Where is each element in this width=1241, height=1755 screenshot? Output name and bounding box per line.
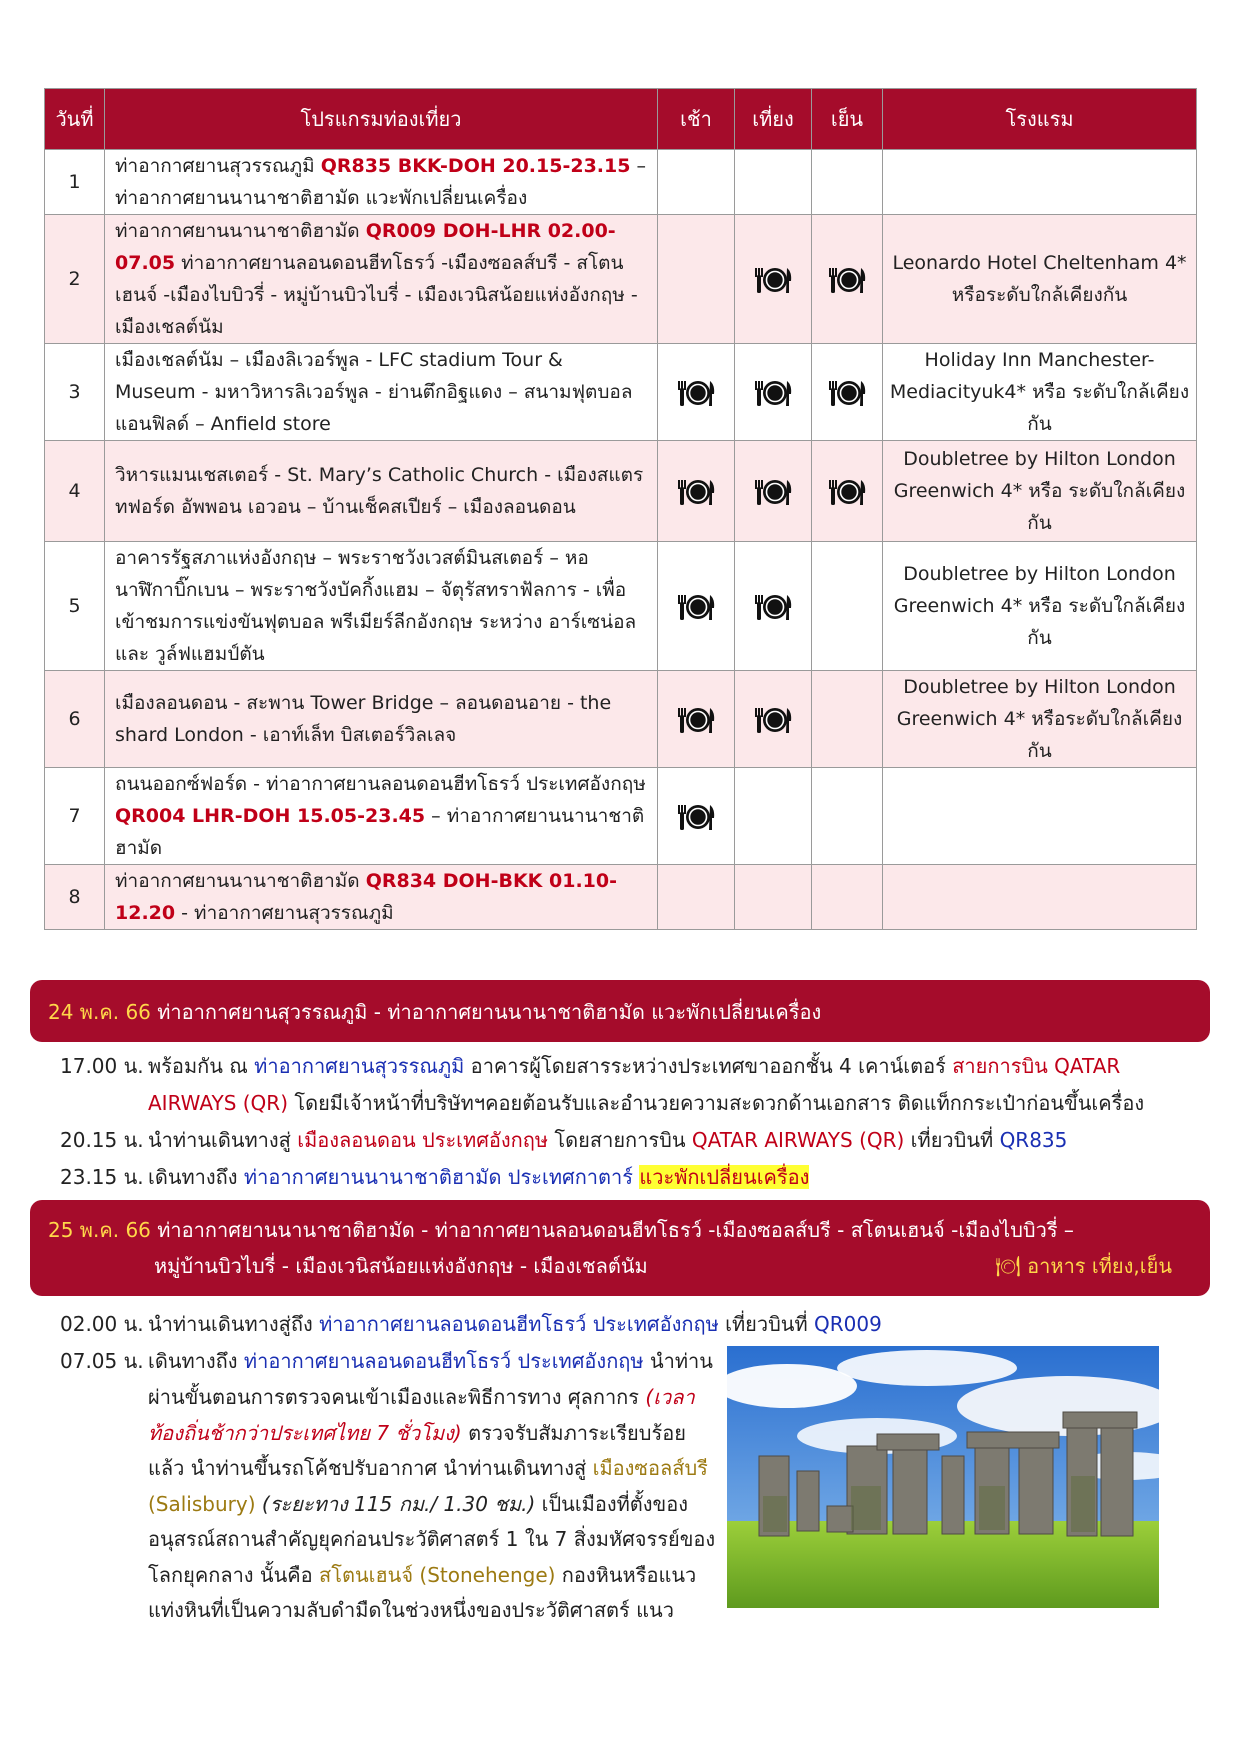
text: อาคารผู้โดยสารระหว่างประเทศขาออกชั้น 4 เคาน์เตอร์ [464, 1054, 953, 1078]
day2-meals: 🍽 อาหาร เที่ยง,เย็น [995, 1254, 1172, 1278]
plate-fork-knife-icon [752, 592, 794, 622]
table-row [45, 215, 1197, 344]
stonehenge-photo [727, 1346, 1159, 1608]
table-row [45, 150, 1197, 215]
day1-line-4 [60, 1159, 809, 1196]
program-cell [105, 671, 658, 768]
dinner-cell [812, 441, 883, 542]
day2-date: 25 พ.ค. 66 [48, 1218, 151, 1242]
lunch-cell [735, 542, 812, 671]
program-text: เมืองลอนดอน - สะพาน Tower Bridge – ลอนดอนอาย - the shard London - เอาท์เล็ท บิสเตอร์วิลเลจ [115, 692, 612, 746]
table-row [45, 344, 1197, 441]
program-text: ท่าอากาศยานสุวรรณภูมิ [115, 155, 321, 177]
text: พร้อมกัน ณ [148, 1054, 255, 1078]
table-row [45, 768, 1197, 865]
text: เป็นเมืองที่ตั้งของอนุสรณ์สถานสำคัญยุคก่อนประวัติศาสตร์ 1 ใน 7 สิ่งมหัศจรรย์ของโลกยุคกลาง นั้นคือ [148, 1491, 716, 1587]
day2-route-line1: ท่าอากาศยานนานาชาติฮามัด - ท่าอากาศยานลอนดอนฮีทโธรว์ -เมืองซอลส์บรี - สโตนเฮนจ์ -เมืองไบบิวรี่ – [150, 1218, 1074, 1242]
hotel-cell: Holiday Inn Manchester-Mediacityuk4* หรือ ระดับใกล้เคียงกัน [883, 344, 1197, 441]
day-number: 5 [45, 542, 105, 671]
itinerary-table [44, 88, 1197, 930]
breakfast-cell [658, 344, 735, 441]
place: ท่าอากาศยานสุวรรณภูมิ [254, 1054, 465, 1078]
header-lunch: เที่ยง [735, 89, 812, 150]
plate-fork-knife-icon [675, 592, 717, 622]
day-number: 1 [45, 150, 105, 215]
lunch-cell [735, 441, 812, 542]
day-number: 3 [45, 344, 105, 441]
plate-fork-knife-icon [826, 477, 868, 507]
dinner-cell [812, 150, 883, 215]
city-name: เมืองซอลส์บรี (Salisbury) [148, 1456, 708, 1516]
plate-fork-knife-icon [675, 802, 717, 832]
dinner-cell [812, 215, 883, 344]
program-text: ถนนออกซ์ฟอร์ด - ท่าอากาศยานลอนดอนฮีทโธรว์ ประเทศอังกฤษ [115, 773, 646, 795]
breakfast-cell [658, 768, 735, 865]
text: เที่ยวบินที่ [904, 1128, 1000, 1152]
day-number: 8 [45, 865, 105, 930]
text: เดินทางถึง [148, 1349, 244, 1373]
program-cell [105, 865, 658, 930]
header-day: วันที่ [45, 89, 105, 150]
header-dinner: เย็น [812, 89, 883, 150]
text: โดยมีเจ้าหน้าที่บริษัทฯคอยต้อนรับและอำนวยความสะดวกด้านเอกสาร ติดแท็กกระเป๋าก่อนขึ้นเครื่อง [288, 1091, 1145, 1115]
table-row [45, 671, 1197, 768]
plate-fork-knife-icon [675, 705, 717, 735]
header-program: โปรแกรมท่องเที่ยว [105, 89, 658, 150]
text: เดินทางถึง [148, 1165, 244, 1189]
time-label: 23.15 น. [60, 1165, 144, 1189]
program-text: ท่าอากาศยานลอนดอนฮีทโธรว์ -เมืองซอลส์บรี - สโตนเฮนจ์ -เมืองไบบิวรี่ - หมู่บ้านบิวไบรี่ - เมืองเวนิสน้อยแห่งอังกฤษ - เมืองเชลต์นัม [115, 252, 638, 338]
time-label: 20.15 น. [60, 1128, 144, 1152]
lunch-cell [735, 768, 812, 865]
header-hotel: โรงแรม [883, 89, 1197, 150]
hotel-cell: Leonardo Hotel Cheltenham 4* หรือระดับใกล้เคียงกัน [883, 215, 1197, 344]
breakfast-cell [658, 215, 735, 344]
distance-note: (ระยะทาง 115 กม./ 1.30 ชม.) [255, 1491, 536, 1516]
program-text: อาคารรัฐสภาแห่งอังกฤษ – พระราชวังเวสต์มินสเตอร์ – หอนาฬิกาบิ๊กเบน – พระราชวังบัคกิ้งแฮม – จัตุรัสทราฟัลการ - เพื่อเข้าชมการแข่งขันฟุตบอล พรีเมียร์ลีกอังกฤษ ระหว่าง อาร์เซน่อล และ วูล์ฟแฮมป์ตัน [115, 547, 637, 665]
program-text: ท่าอากาศยานนานาชาติฮามัด [115, 220, 366, 242]
breakfast-cell [658, 865, 735, 930]
day1-line-1 [60, 1048, 1120, 1085]
flight-info: QR834 DOH-BKK 01.10-12.20 [115, 870, 617, 924]
time-note: (เวลาท้องถิ่นช้ากว่าประเทศไทย 7 ชั่วโมง) [148, 1385, 695, 1445]
program-cell [105, 344, 658, 441]
day-number: 7 [45, 768, 105, 865]
header-breakfast: เช้า [658, 89, 735, 150]
flight-info: QR004 LHR-DOH 15.05-23.45 [115, 805, 426, 827]
table-row [45, 441, 1197, 542]
plate-fork-knife-icon [752, 477, 794, 507]
airline: AIRWAYS (QR) [148, 1091, 288, 1115]
airline: สายการบิน QATAR [952, 1054, 1121, 1078]
flight-info: QR009 DOH-LHR 02.00-07.05 [115, 220, 616, 274]
program-text: วิหารแมนเชสเตอร์ - St. Mary’s Catholic Church - เมืองสแตรทฟอร์ด อัพพอน เอวอน – บ้านเช็คสเปียร์ – เมืองลอนดอน [115, 464, 644, 518]
lunch-cell [735, 215, 812, 344]
day2-paragraph [148, 1380, 718, 1629]
place: ท่าอากาศยานนานาชาติฮามัด ประเทศกาตาร์ [243, 1165, 633, 1189]
program-cell [105, 441, 658, 542]
plate-fork-knife-icon [752, 265, 794, 295]
day2-line-1 [60, 1306, 882, 1343]
lunch-cell [735, 865, 812, 930]
dinner-cell [812, 542, 883, 671]
text: นำท่านเดินทางสู่ [148, 1128, 298, 1152]
program-cell [105, 768, 658, 865]
table-header-row [45, 89, 1197, 150]
day1-banner [30, 980, 1210, 1042]
plate-fork-knife-icon [752, 705, 794, 735]
hotel-cell [883, 150, 1197, 215]
text: ตรวจรับสัมภาระเรียบร้อยแล้ว นำท่านขึ้นรถโค้ชปรับอากาศ นำท่านเดินทางสู่ [148, 1420, 686, 1480]
day1-date: 24 พ.ค. 66 [48, 1000, 151, 1024]
program-text: เมืองเชลต์นัม – เมืองลิเวอร์พูล - LFC stadium Tour & Museum - มหาวิหารลิเวอร์พูล - ย่านตึกอิฐแดง – สนามฟุตบอลแอนฟิลด์ – Anfield store [115, 349, 633, 435]
text: กองหินหรือแนวแท่งหินที่เป็นความลับดำมืดในช่วงหนึ่งของประวัติศาสตร์ แนว [148, 1562, 697, 1622]
lunch-cell [735, 150, 812, 215]
day2-route-line2: หมู่บ้านบิวไบรี่ - เมืองเวนิสน้อยแห่งอังกฤษ - เมืองเชลต์นัม [154, 1254, 648, 1278]
program-text: - ท่าอากาศยานสุวรรณภูมิ [175, 902, 394, 924]
text: ผ่านขั้นตอนการตรวจคนเข้าเมืองและพิธีการทาง ศุลกากร [148, 1385, 646, 1409]
place: ท่าอากาศยานลอนดอนฮีทโธรว์ ประเทศอังกฤษ [243, 1349, 644, 1373]
plate-fork-knife-icon [826, 378, 868, 408]
plate-fork-knife-icon [675, 378, 717, 408]
table-row [45, 542, 1197, 671]
day-number: 2 [45, 215, 105, 344]
flight-number: QR009 [814, 1312, 882, 1336]
hotel-cell: Doubletree by Hilton London Greenwich 4* หรือ ระดับใกล้เคียงกัน [883, 542, 1197, 671]
dinner-cell [812, 671, 883, 768]
hotel-cell: Doubletree by Hilton London Greenwich 4* หรือระดับใกล้เคียงกัน [883, 671, 1197, 768]
program-text: ท่าอากาศยานนานาชาติฮามัด [115, 870, 366, 892]
hotel-cell [883, 865, 1197, 930]
hotel-cell: Doubletree by Hilton London Greenwich 4* หรือ ระดับใกล้เคียงกัน [883, 441, 1197, 542]
time-label: 02.00 น. [60, 1312, 144, 1336]
destination: เมืองลอนดอน ประเทศอังกฤษ [297, 1128, 549, 1152]
flight-info: QR835 BKK-DOH 20.15-23.15 [320, 155, 631, 177]
program-cell [105, 542, 658, 671]
lunch-cell [735, 344, 812, 441]
text: โดยสายการบิน [548, 1128, 692, 1152]
airline: QATAR AIRWAYS (QR) [691, 1128, 905, 1152]
day-number: 6 [45, 671, 105, 768]
flight-number: QR835 [999, 1128, 1068, 1152]
breakfast-cell [658, 542, 735, 671]
program-text: – ท่าอากาศยานนานาชาติฮามัด [115, 805, 645, 859]
plate-fork-knife-icon [675, 477, 717, 507]
table-row [45, 865, 1197, 930]
plate-fork-knife-icon [826, 265, 868, 295]
breakfast-cell [658, 150, 735, 215]
text: เที่ยวบินที่ [718, 1312, 815, 1336]
day2-banner [30, 1200, 1210, 1296]
text: นำท่าน [643, 1349, 713, 1373]
program-cell [105, 215, 658, 344]
time-label: 17.00 น. [60, 1054, 144, 1078]
site-name: สโตนเฮนจ์ (Stonehenge) [319, 1562, 556, 1587]
highlight-note: แวะพักเปลี่ยนเครื่อง [639, 1165, 810, 1189]
day2-line-2 [60, 1343, 713, 1380]
place: ท่าอากาศยานลอนดอนฮีทโธรว์ ประเทศอังกฤษ [319, 1312, 719, 1336]
hotel-cell [883, 768, 1197, 865]
dinner-cell [812, 344, 883, 441]
text: นำท่านเดินทางสู่ถึง [148, 1312, 320, 1336]
day1-line-3 [60, 1122, 1067, 1159]
time-label: 07.05 น. [60, 1349, 144, 1373]
breakfast-cell [658, 441, 735, 542]
plate-fork-knife-icon [752, 378, 794, 408]
day-number: 4 [45, 441, 105, 542]
day1-route: ท่าอากาศยานสุวรรณภูมิ - ท่าอากาศยานนานาชาติฮามัด แวะพักเปลี่ยนเครื่อง [150, 1000, 822, 1024]
breakfast-cell [658, 671, 735, 768]
dinner-cell [812, 865, 883, 930]
program-cell [105, 150, 658, 215]
day1-line-2 [148, 1085, 1144, 1122]
program-text: – ท่าอากาศยานนานาชาติฮามัด แวะพักเปลี่ยนเครื่อง [115, 155, 646, 209]
dinner-cell [812, 768, 883, 865]
lunch-cell [735, 671, 812, 768]
